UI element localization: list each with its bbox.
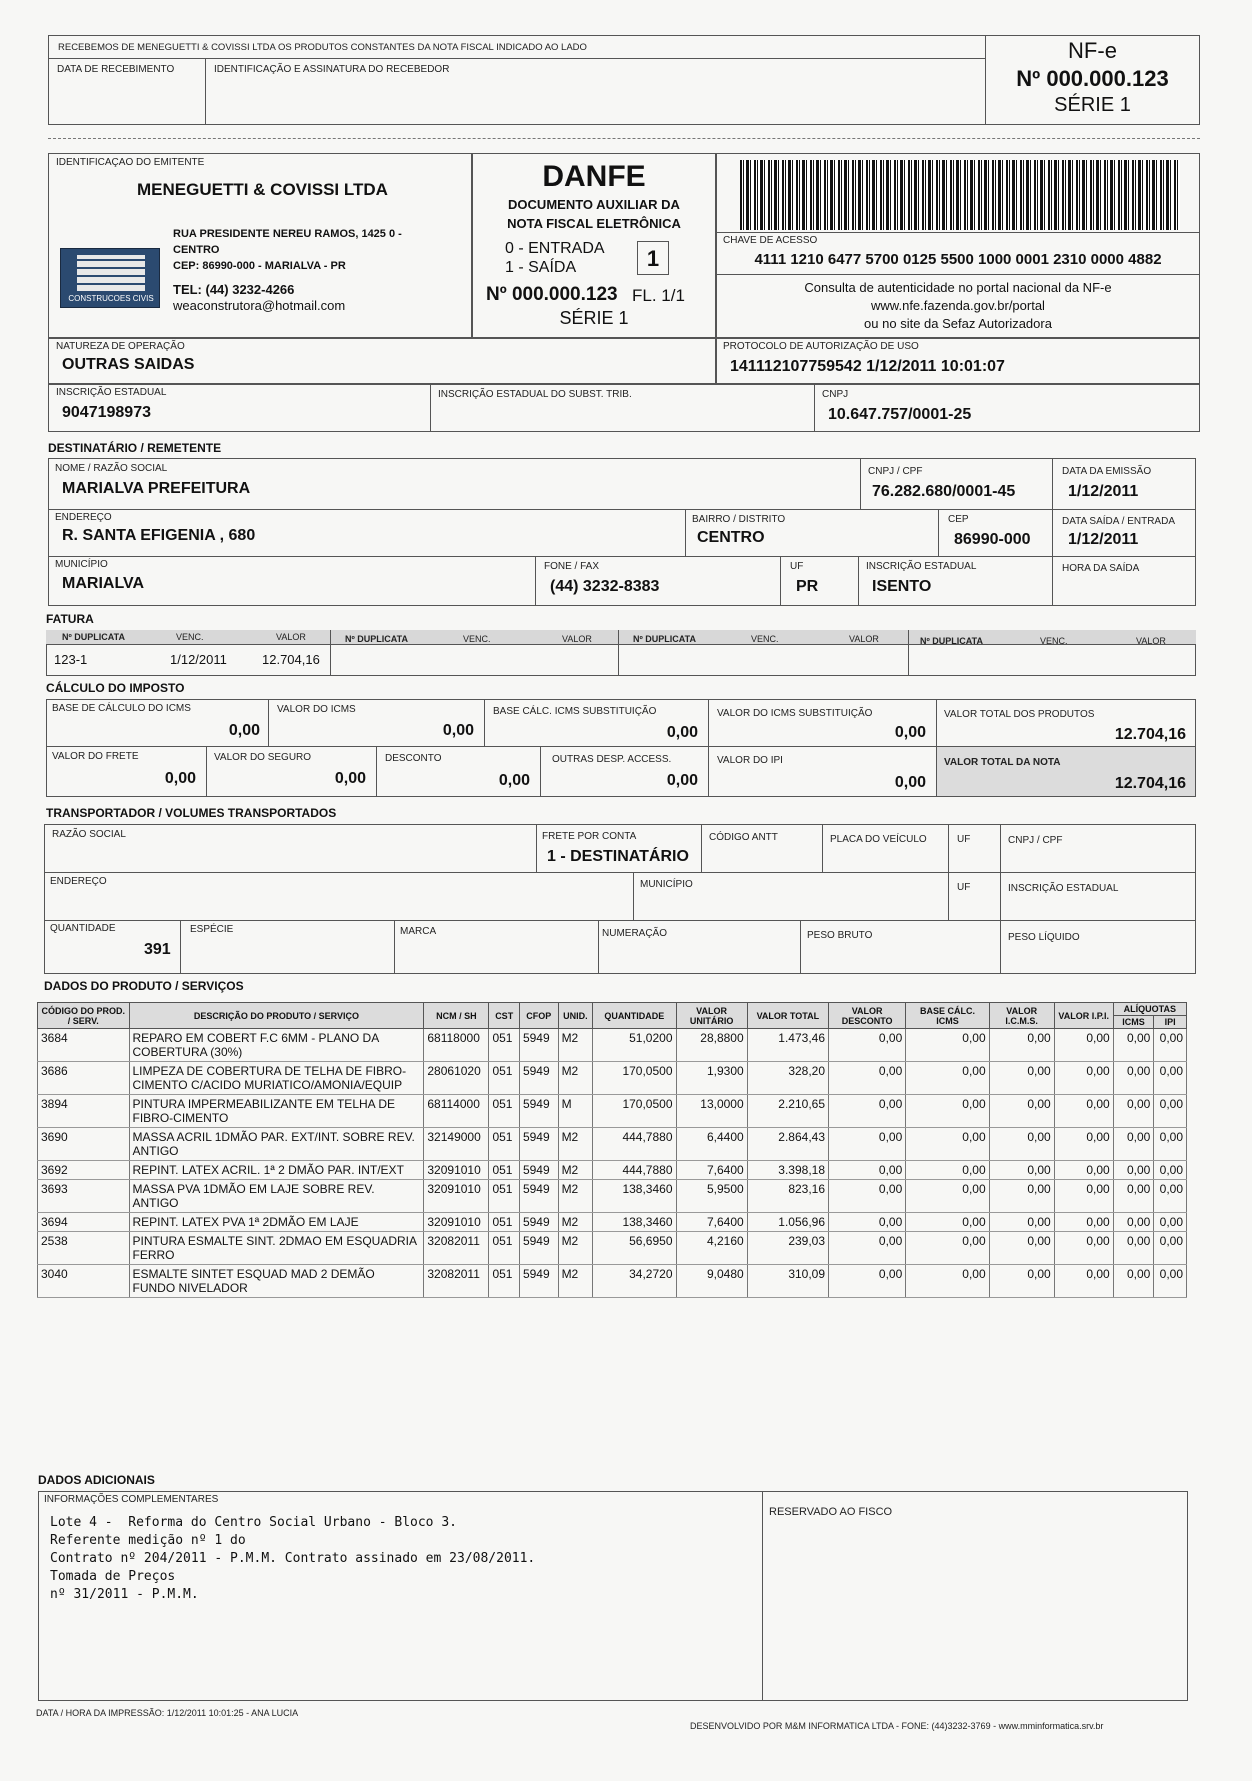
cell-cst: 051 [489,1062,520,1095]
cell-cst: 051 [489,1213,520,1232]
protocolo-label: PROTOCOLO DE AUTORIZAÇÃO DE USO [723,341,919,352]
cell-ncm: 28061020 [424,1062,489,1095]
cell-aicms: 0,00 [1113,1029,1154,1062]
cell-base: 0,00 [906,1213,989,1232]
cell-desc: REPINT. LATEX PVA 1ª 2DMÃO EM LAJE [129,1213,424,1232]
natureza-value: OUTRAS SAIDAS [62,356,195,373]
cell-aicms: 0,00 [1113,1265,1154,1298]
cell-vdesc: 0,00 [829,1161,906,1180]
cell-vipi: 0,00 [1054,1213,1113,1232]
seguro-value: 0,00 [334,770,366,787]
danfe-number: Nº 000.000.123 [486,284,618,305]
base-st-label: BASE CÁLC. ICMS SUBSTITUIÇÃO [493,706,657,717]
cell-desc: MASSA ACRIL 1DMÃO PAR. EXT/INT. SOBRE REV. ANTIGO [129,1128,424,1161]
emitente-logo [60,248,160,308]
chave-value: 4111 1210 6477 5700 0125 5500 1000 0001 2310 0000 4882 [754,251,1162,268]
cell-ncm: 32091010 [424,1180,489,1213]
cnpj-label: CNPJ [822,389,849,400]
dest-cep-label: CEP [948,514,969,525]
transp-uf2-label: UF [957,882,971,893]
dest-cnpj-label: CNPJ / CPF [868,466,923,477]
brick-wall-icon [77,255,145,291]
cell-vdesc: 0,00 [829,1213,906,1232]
transporte-section: TRANSPORTADOR / VOLUMES TRANSPORTADOS [46,806,337,820]
cell-desc: PINTURA ESMALTE SINT. 2DMAO EM ESQUADRIA FERRO [129,1232,424,1265]
cell-cod: 2538 [38,1232,130,1265]
cell-qtd: 444,7880 [593,1128,676,1161]
fatura-col-valor-2: VALOR [562,634,592,644]
canhoto-nfe: NF-e [1068,38,1117,63]
cell-ncm: 32091010 [424,1213,489,1232]
produtos-body [38,1029,1187,1298]
info-line1: Lote 4 - Reforma do Centro Social Urbano - Bloco 3. [50,1515,457,1530]
cell-vunit: 1,9300 [676,1062,747,1095]
valor-icms-label: VALOR DO ICMS [277,704,356,715]
transp-bruto-label: PESO BRUTO [807,930,873,941]
cell-unid: M2 [558,1213,593,1232]
cell-aicms: 0,00 [1113,1128,1154,1161]
cell-unid: M2 [558,1180,593,1213]
outras-label: OUTRAS DESP. ACCESS. [552,754,672,765]
cell-cod: 3694 [38,1213,130,1232]
cell-cst: 051 [489,1128,520,1161]
info-line2: Referente medição nº 1 do [50,1533,246,1548]
ie-value: 9047198973 [62,404,151,421]
cell-vtotal: 1.473,46 [747,1029,828,1062]
protocolo-value: 141112107759542 1/12/2011 10:01:07 [730,358,1005,375]
cell-desc: MASSA PVA 1DMÃO EM LAJE SOBRE REV. ANTIGO [129,1180,424,1213]
dest-uf-label: UF [790,561,804,572]
total-nota-label: VALOR TOTAL DA NOTA [944,757,1061,768]
dest-hora-label: HORA DA SAÍDA [1062,563,1140,574]
cell-cfop: 5949 [519,1180,558,1213]
cell-qtd: 444,7880 [593,1161,676,1180]
cell-vipi: 0,00 [1054,1128,1113,1161]
valor-st-label: VALOR DO ICMS SUBSTITUIÇÃO [717,708,873,719]
cell-cst: 051 [489,1029,520,1062]
valor-st: 0,00 [894,724,926,741]
cell-ncm: 68114000 [424,1095,489,1128]
emitente-cep: CEP: 86990-000 - MARIALVA - PR [173,260,346,272]
transporte-box [44,824,1196,974]
total-nota: 12.704,16 [1114,775,1186,792]
cell-cfop: 5949 [519,1161,558,1180]
dest-saida-label: DATA SAÍDA / ENTRADA [1062,516,1175,527]
cell-cfop: 5949 [519,1128,558,1161]
transp-placa-label: PLACA DO VEÍCULO [830,834,927,845]
adicionais-section: DADOS ADICIONAIS [38,1473,155,1487]
transp-marca-label: MARCA [400,926,437,937]
fatura-valor: 12.704,16 [262,652,320,667]
dest-emissao: 1/12/2011 [1068,483,1139,500]
emitente-address2: CENTRO [173,244,220,256]
cell-vicms: 0,00 [989,1265,1054,1298]
desconto-value: 0,00 [498,772,530,789]
base-icms-label: BASE DE CÁLCULO DO ICMS [52,703,191,714]
dest-cnpj: 76.282.680/0001-45 [872,483,1016,500]
cell-vunit: 6,4400 [676,1128,747,1161]
th-aliq-icms: ICMS [1113,1016,1154,1029]
transp-municipio-label: MUNICÍPIO [640,879,693,890]
cell-cod: 3692 [38,1161,130,1180]
cell-desc: LIMPEZA DE COBERTURA DE TELHA DE FIBRO-CIMENTO C/ACIDO MURIATICO/AMONIA/EQUIP [129,1062,424,1095]
cell-base: 0,00 [906,1232,989,1265]
cell-cfop: 5949 [519,1095,558,1128]
cell-vunit: 4,2160 [676,1232,747,1265]
fatura-dup: 123-1 [54,652,88,667]
fisco-label: RESERVADO AO FISCO [769,1506,893,1518]
cell-vipi: 0,00 [1054,1232,1113,1265]
danfe-tipo: 1 [637,241,669,275]
total-prod: 12.704,16 [1114,726,1186,743]
cell-base: 0,00 [906,1265,989,1298]
emitente-address1: RUA PRESIDENTE NEREU RAMOS, 1425 0 - [173,228,402,240]
fatura-col-dup-3: Nº DUPLICATA [633,634,696,644]
fatura-col-venc-4: VENC. [1040,636,1068,646]
cell-cfop: 5949 [519,1213,558,1232]
dest-endereco-label: ENDEREÇO [55,512,112,523]
cell-vicms: 0,00 [989,1128,1054,1161]
info-label: INFORMAÇÕES COMPLEMENTARES [44,1494,219,1505]
cell-vtotal: 823,16 [747,1180,828,1213]
cell-aicms: 0,00 [1113,1062,1154,1095]
cell-vicms: 0,00 [989,1180,1054,1213]
cell-cfop: 5949 [519,1029,558,1062]
th-aliq-ipi: IPI [1154,1016,1187,1029]
info-line3: Contrato nº 204/2011 - P.M.M. Contrato assinado em 23/08/2011. [50,1551,536,1566]
cell-vtotal: 239,03 [747,1232,828,1265]
dest-bairro: CENTRO [697,529,765,546]
cell-vdesc: 0,00 [829,1128,906,1161]
barcode [740,160,1180,230]
dest-ie: ISENTO [872,578,932,595]
cell-aicms: 0,00 [1113,1095,1154,1128]
table-row [38,1265,1187,1298]
cell-desc: REPINT. LATEX ACRIL. 1ª 2 DMÃO PAR. INT/EXT [129,1161,424,1180]
th-valor-unitario: VALOR UNITÁRIO [676,1003,747,1029]
table-row [38,1062,1187,1095]
ipi-value: 0,00 [894,774,926,791]
cell-cfop: 5949 [519,1232,558,1265]
frete-value: 0,00 [164,770,196,787]
info-line5: nº 31/2011 - P.M.M. [50,1587,199,1602]
transp-especie-label: ESPÉCIE [190,924,234,935]
cut-line [48,138,1200,139]
th-cst: CST [489,1003,520,1029]
cell-unid: M2 [558,1062,593,1095]
cell-desc: ESMALTE SINTET ESQUAD MAD 2 DEMÃO FUNDO NIVELADOR [129,1265,424,1298]
danfe-title: DANFE [542,160,646,193]
info-line4: Tomada de Preços [50,1569,176,1584]
cell-base: 0,00 [906,1161,989,1180]
dest-municipio-label: MUNICÍPIO [55,559,108,570]
cell-cst: 051 [489,1161,520,1180]
emitente-tel: TEL: (44) 3232-4266 [173,282,295,297]
danfe-entrada: 0 - ENTRADA [505,240,605,257]
cell-cod: 3684 [38,1029,130,1062]
cell-qtd: 170,0500 [593,1062,676,1095]
cell-qtd: 138,3460 [593,1213,676,1232]
cell-vipi: 0,00 [1054,1062,1113,1095]
cell-qtd: 51,0200 [593,1029,676,1062]
fatura-col-dup-4: Nº DUPLICATA [920,636,983,646]
base-icms: 0,00 [228,722,260,739]
cell-unid: M2 [558,1232,593,1265]
cell-cod: 3894 [38,1095,130,1128]
canhoto-receipt-text: RECEBEMOS DE MENEGUETTI & COVISSI LTDA OS PRODUTOS CONSTANTES DA NOTA FISCAL INDICADO AO LADO [58,42,587,53]
cell-aipi: 0,00 [1154,1062,1187,1095]
cell-qtd: 56,6950 [593,1232,676,1265]
table-row [38,1161,1187,1180]
dest-emissao-label: DATA DA EMISSÃO [1062,466,1152,477]
imposto-section: CÁLCULO DO IMPOSTO [46,681,185,695]
cell-vunit: 9,0480 [676,1265,747,1298]
cell-aipi: 0,00 [1154,1232,1187,1265]
transp-frete: 1 - DESTINATÁRIO [547,848,689,865]
chave-consulta3: ou no site da Sefaz Autorizadora [864,316,1052,331]
cell-vtotal: 310,09 [747,1265,828,1298]
cell-aicms: 0,00 [1113,1180,1154,1213]
transp-numeracao-label: NUMERAÇÃO [602,928,668,939]
table-row [38,1213,1187,1232]
cell-cst: 051 [489,1180,520,1213]
cell-vtotal: 1.056,96 [747,1213,828,1232]
transp-antt-label: CÓDIGO ANTT [709,832,778,843]
canhoto-number: Nº 000.000.123 [1016,66,1169,91]
dest-municipio: MARIALVA [62,575,145,592]
fatura-col-dup-2: Nº DUPLICATA [345,634,408,644]
fatura-col-valor-3: VALOR [849,634,879,644]
transp-qtd-label: QUANTIDADE [50,923,116,934]
cell-unid: M2 [558,1161,593,1180]
cell-aipi: 0,00 [1154,1128,1187,1161]
th-valor-total: VALOR TOTAL [747,1003,828,1029]
cell-vicms: 0,00 [989,1213,1054,1232]
valor-icms: 0,00 [442,722,474,739]
desconto-label: DESCONTO [385,753,442,764]
cell-cst: 051 [489,1232,520,1265]
cell-desc: REPARO EM COBERT F.C 6MM - PLANO DA COBERTURA (30%) [129,1029,424,1062]
fatura-col-valor-1: VALOR [276,632,306,642]
cnpj-value: 10.647.757/0001-25 [828,406,972,423]
cell-qtd: 34,2720 [593,1265,676,1298]
cell-aicms: 0,00 [1113,1161,1154,1180]
cell-vdesc: 0,00 [829,1265,906,1298]
cell-vtotal: 2.864,43 [747,1128,828,1161]
cell-vipi: 0,00 [1054,1180,1113,1213]
dest-ie-label: INSCRIÇÃO ESTADUAL [866,561,977,572]
fatura-header-band [46,630,1196,645]
cell-vunit: 5,9500 [676,1180,747,1213]
danfe-subtitle2: NOTA FISCAL ELETRÔNICA [507,216,681,231]
ie-st-label: INSCRIÇÃO ESTADUAL DO SUBST. TRIB. [438,389,632,400]
cell-base: 0,00 [906,1062,989,1095]
emitente-email: weaconstrutora@hotmail.com [173,298,346,313]
destinatario-section: DESTINATÁRIO / REMETENTE [48,441,222,455]
dest-nome-label: NOME / RAZÃO SOCIAL [55,463,168,474]
table-row [38,1232,1187,1265]
danfe-saida: 1 - SAÍDA [505,259,577,276]
fatura-col-venc-1: VENC. [176,632,204,642]
table-row [38,1128,1187,1161]
cell-vtotal: 328,20 [747,1062,828,1095]
ie-label: INSCRIÇÃO ESTADUAL [56,387,167,398]
cell-vicms: 0,00 [989,1161,1054,1180]
cell-unid: M [558,1095,593,1128]
cell-cfop: 5949 [519,1265,558,1298]
cell-base: 0,00 [906,1029,989,1062]
cell-vipi: 0,00 [1054,1265,1113,1298]
footer-developer: DESENVOLVIDO POR M&M INFORMATICA LTDA - FONE: (44)3232-3769 - www.mminformatica.srv.br [690,1721,1104,1731]
transp-qtd: 391 [144,941,171,958]
cell-cod: 3686 [38,1062,130,1095]
cell-aipi: 0,00 [1154,1029,1187,1062]
cell-ncm: 68118000 [424,1029,489,1062]
produtos-section: DADOS DO PRODUTO / SERVIÇOS [44,979,244,993]
cell-cst: 051 [489,1265,520,1298]
fatura-col-venc-3: VENC. [751,634,779,644]
transp-cnpj-label: CNPJ / CPF [1008,835,1063,846]
cell-vdesc: 0,00 [829,1062,906,1095]
dest-fone: (44) 3232-8383 [550,578,660,595]
emitente-label: IDENTIFICAÇAO DO EMITENTE [56,157,205,168]
cell-unid: M2 [558,1265,593,1298]
danfe-folha: FL. 1/1 [632,286,685,305]
cell-base: 0,00 [906,1180,989,1213]
emitente-name: MENEGUETTI & COVISSI LTDA [137,180,388,199]
cell-vunit: 13,0000 [676,1095,747,1128]
cell-aicms: 0,00 [1113,1213,1154,1232]
cell-vdesc: 0,00 [829,1180,906,1213]
cell-vipi: 0,00 [1054,1095,1113,1128]
cell-ncm: 32082011 [424,1232,489,1265]
cell-aicms: 0,00 [1113,1232,1154,1265]
transp-endereco-label: ENDEREÇO [50,876,107,887]
dest-cep: 86990-000 [954,531,1031,548]
cell-vicms: 0,00 [989,1095,1054,1128]
seguro-label: VALOR DO SEGURO [214,752,312,763]
dest-endereco: R. SANTA EFIGENIA , 680 [62,527,256,544]
chave-consulta2: www.nfe.fazenda.gov.br/portal [871,298,1045,313]
cell-aipi: 0,00 [1154,1213,1187,1232]
th-aliquotas: ALÍQUOTAS [1113,1003,1186,1016]
cell-cod: 3693 [38,1180,130,1213]
fatura-col-dup-1: Nº DUPLICATA [62,632,125,642]
cell-vdesc: 0,00 [829,1232,906,1265]
th-descricao: DESCRIÇÃO DO PRODUTO / SERVIÇO [129,1003,424,1029]
cell-base: 0,00 [906,1128,989,1161]
cell-vipi: 0,00 [1054,1161,1113,1180]
cell-aipi: 0,00 [1154,1161,1187,1180]
dest-nome: MARIALVA PREFEITURA [62,480,251,497]
cell-vdesc: 0,00 [829,1029,906,1062]
transp-uf-label: UF [957,834,971,845]
dest-saida: 1/12/2011 [1068,531,1139,548]
natureza-label: NATUREZA DE OPERAÇÃO [56,341,185,352]
produtos-table [37,1002,1187,1298]
table-row [38,1029,1187,1062]
total-prod-label: VALOR TOTAL DOS PRODUTOS [944,709,1095,720]
fatura-col-venc-2: VENC. [463,634,491,644]
fatura-venc: 1/12/2011 [170,652,227,667]
cell-unid: M2 [558,1029,593,1062]
cell-qtd: 138,3460 [593,1180,676,1213]
chave-label: CHAVE DE ACESSO [723,235,818,246]
cell-qtd: 170,0500 [593,1095,676,1128]
canhoto-date-label: DATA DE RECEBIMENTO [57,64,175,75]
cell-cst: 051 [489,1095,520,1128]
cell-cod: 3040 [38,1265,130,1298]
chave-consulta1: Consulta de autenticidade no portal nacional da NF-e [804,280,1112,295]
transp-liquido-label: PESO LÍQUIDO [1008,932,1080,943]
dest-bairro-label: BAIRRO / DISTRITO [692,514,786,525]
frete-label: VALOR DO FRETE [52,751,139,762]
ipi-label: VALOR DO IPI [717,755,783,766]
cell-aipi: 0,00 [1154,1180,1187,1213]
th-unid: UNID. [558,1003,593,1029]
cell-vtotal: 2.210,65 [747,1095,828,1128]
dest-uf: PR [796,578,819,595]
fatura-col-valor-4: VALOR [1136,636,1166,646]
outras-value: 0,00 [666,772,698,789]
cell-aipi: 0,00 [1154,1265,1187,1298]
th-base-icms: BASE CÁLC. ICMS [906,1003,989,1029]
th-valor-desconto: VALOR DESCONTO [829,1003,906,1029]
footer-impressao: DATA / HORA DA IMPRESSÃO: 1/12/2011 10:01:25 - ANA LUCIA [36,1708,299,1718]
cell-aipi: 0,00 [1154,1095,1187,1128]
th-quantidade: QUANTIDADE [593,1003,676,1029]
transp-razao-label: RAZÃO SOCIAL [52,829,126,840]
cell-vunit: 28,8800 [676,1029,747,1062]
th-cfop: CFOP [519,1003,558,1029]
cell-unid: M2 [558,1128,593,1161]
danfe-subtitle1: DOCUMENTO AUXILIAR DA [508,197,680,212]
transp-ie-label: INSCRIÇÃO ESTADUAL [1008,883,1119,894]
cell-desc: PINTURA IMPERMEABILIZANTE EM TELHA DE FIBRO-CIMENTO [129,1095,424,1128]
cell-ncm: 32091010 [424,1161,489,1180]
cell-vipi: 0,00 [1054,1029,1113,1062]
th-valor-icms: VALOR I.C.M.S. [989,1003,1054,1029]
transp-frete-label: FRETE POR CONTA [542,831,637,842]
canhoto-serie: SÉRIE 1 [1054,94,1131,116]
cell-ncm: 32082011 [424,1265,489,1298]
cell-ncm: 32149000 [424,1128,489,1161]
dest-fone-label: FONE / FAX [544,561,600,572]
cell-vtotal: 3.398,18 [747,1161,828,1180]
cell-vdesc: 0,00 [829,1095,906,1128]
canhoto-sign-label: IDENTIFICAÇÃO E ASSINATURA DO RECEBEDOR [214,64,450,75]
cell-base: 0,00 [906,1095,989,1128]
cell-cfop: 5949 [519,1062,558,1095]
table-row [38,1180,1187,1213]
logo-text: CONSTRUCOES CIVIS [68,294,154,303]
base-st: 0,00 [666,724,698,741]
th-ncm: NCM / SH [424,1003,489,1029]
cell-vunit: 7,6400 [676,1161,747,1180]
cell-vicms: 0,00 [989,1232,1054,1265]
fatura-section: FATURA [46,612,94,626]
cell-cod: 3690 [38,1128,130,1161]
table-row [38,1095,1187,1128]
cell-vicms: 0,00 [989,1062,1054,1095]
cell-vunit: 7,6400 [676,1213,747,1232]
danfe-serie: SÉRIE 1 [559,308,629,328]
th-valor-ipi: VALOR I.P.I. [1054,1003,1113,1029]
th-codigo: CÓDIGO DO PROD. / SERV. [38,1003,130,1029]
cell-vicms: 0,00 [989,1029,1054,1062]
